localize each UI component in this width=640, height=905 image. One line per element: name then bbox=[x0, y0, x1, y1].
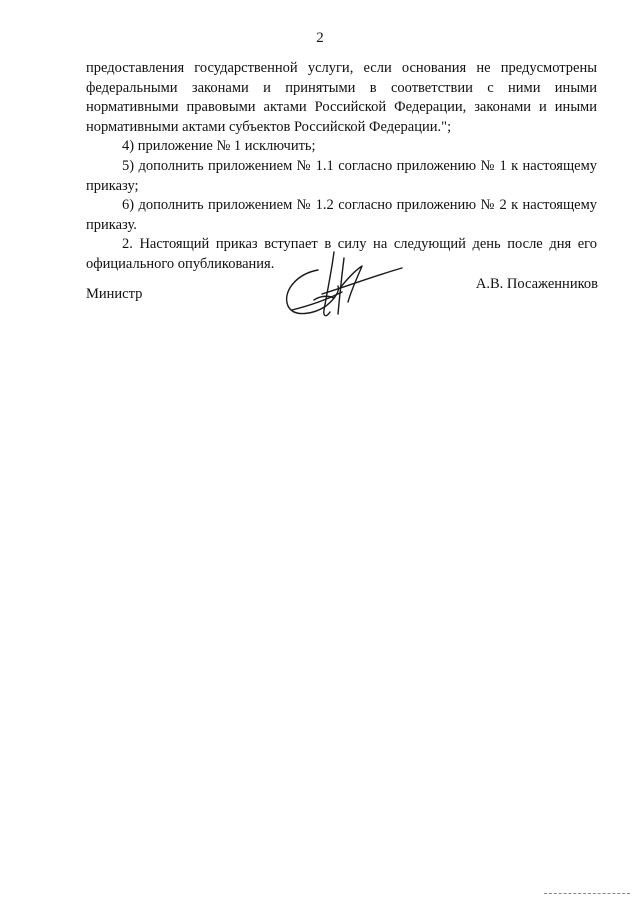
paragraph-continuation: предоставления государственной услуги, если основания не предусмотрены федеральными законами и принятыми в соответствии с ними иными нормативными правовыми актами Российской Федерации, законами и иными нормативными актами субъектов Российской Федерации."; bbox=[86, 60, 597, 135]
paragraph-item-4: 4) приложение № 1 исключить; bbox=[122, 138, 316, 155]
paragraph-point-2: 2. Настоящий приказ вступает в силу на следующий день после дня его официального опубликования. bbox=[86, 236, 597, 272]
page-number: 2 bbox=[316, 30, 324, 46]
document-body bbox=[86, 59, 597, 275]
signatory-title: Министр bbox=[86, 286, 143, 302]
paragraph-item-6: 6) дополнить приложением № 1.2 согласно приложению № 2 к настоящему приказу. bbox=[86, 197, 597, 233]
paragraph-item-5: 5) дополнить приложением № 1.1 согласно приложению № 1 к настоящему приказу; bbox=[86, 157, 597, 194]
signatory-name: А.В. Посаженников bbox=[475, 276, 598, 292]
signature-block bbox=[86, 270, 598, 330]
footer-rule bbox=[544, 893, 630, 894]
handwritten-signature-icon bbox=[278, 248, 408, 328]
